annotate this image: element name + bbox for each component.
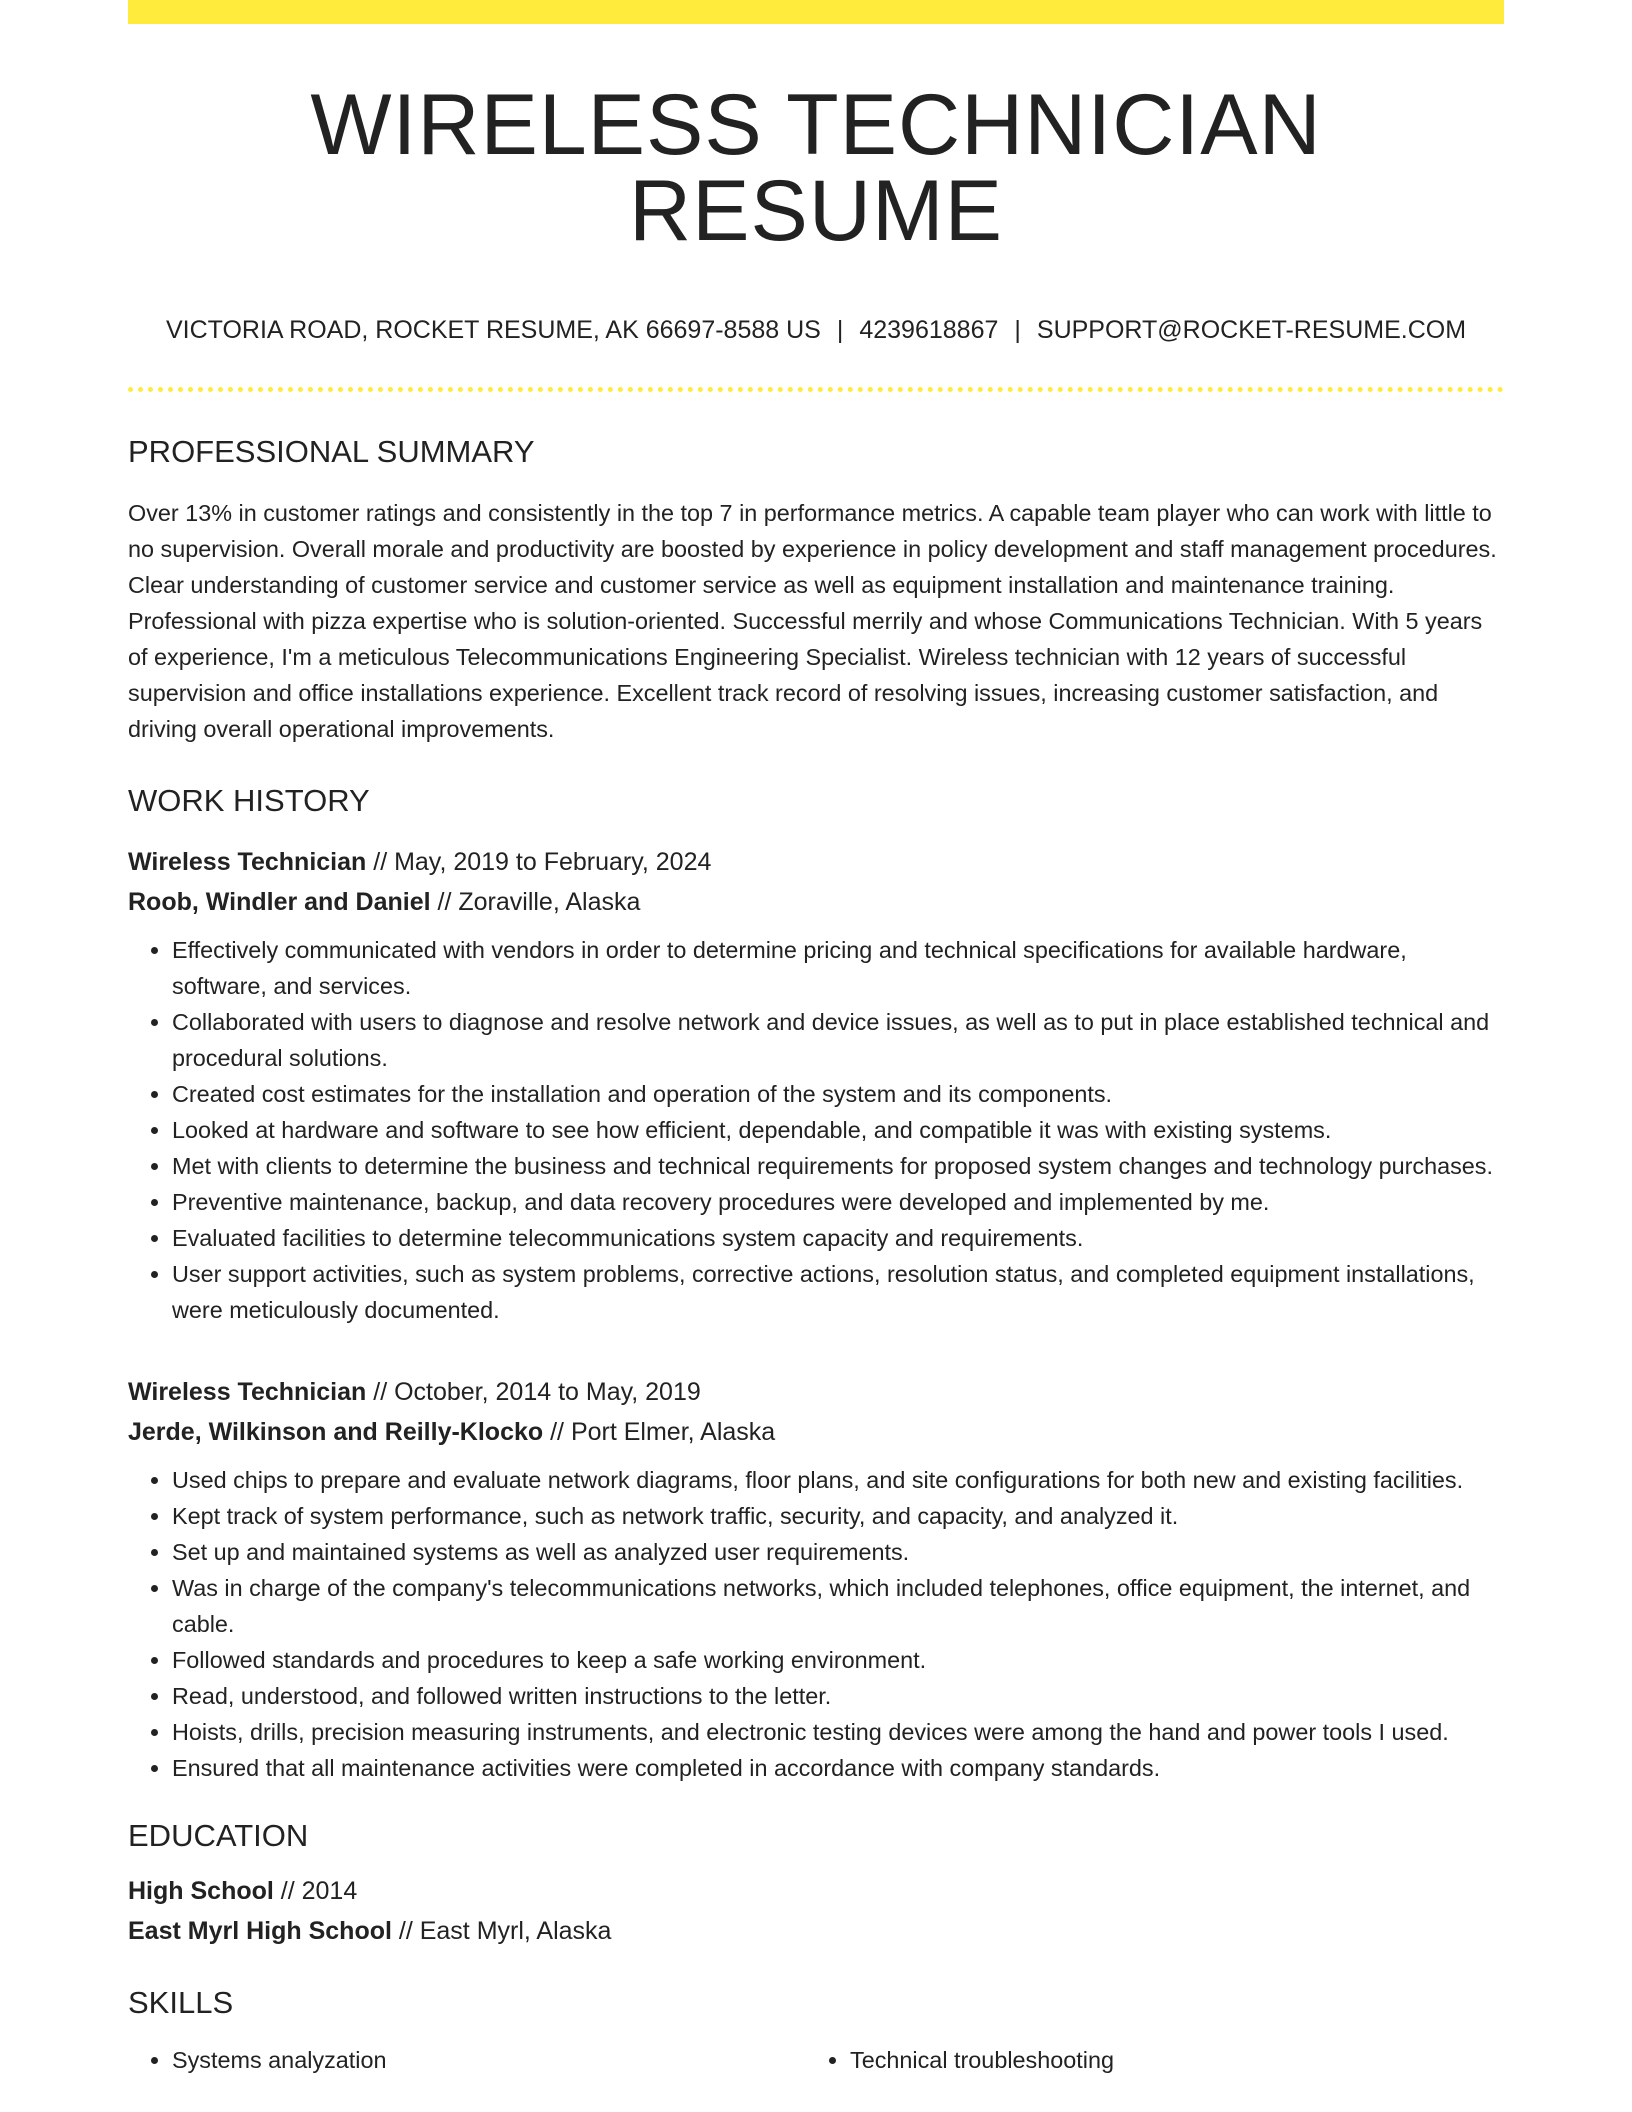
education-heading: EDUCATION	[128, 1818, 309, 1853]
list-item: • Read, understood, and followed written instructions to the letter.	[172, 1678, 1504, 1714]
contact-email: SUPPORT@ROCKET-RESUME.COM	[1036, 316, 1467, 344]
list-item: • Was in charge of the company's telecommunications networks, which included telephones, office equipment, the internet, and cable.	[172, 1570, 1504, 1642]
list-item: • Ensured that all maintenance activities were completed in accordance with company standards.	[172, 1750, 1504, 1786]
job-entry-2	[128, 1372, 1504, 1786]
summary-heading: PROFESSIONAL SUMMARY	[128, 434, 535, 469]
list-item: • Met with clients to determine the business and technical requirements for proposed system changes and technology purchases.	[172, 1148, 1504, 1184]
list-item: • Set up and maintained systems as well as analyzed user requirements.	[172, 1534, 1504, 1570]
job-location: // Port Elmer, Alaska	[543, 1418, 776, 1446]
job-company-line	[128, 882, 1504, 922]
list-item: • Evaluated facilities to determine telecommunications system capacity and requirements.	[172, 1220, 1504, 1256]
education-degree-line	[128, 1871, 1504, 1911]
contact-address: VICTORIA ROAD, ROCKET RESUME, AK 66697-8588 US	[165, 316, 821, 344]
list-item: • Effectively communicated with vendors in order to determine pricing and technical specifications for available hardware, software, and services.	[172, 932, 1504, 1004]
skills-column-right	[806, 2042, 1484, 2078]
list-item: • Looked at hardware and software to see how efficient, dependable, and compatible it was with existing systems.	[172, 1112, 1504, 1148]
list-item: • Used chips to prepare and evaluate network diagrams, floor plans, and site configurations for both new and existing facilities.	[172, 1462, 1504, 1498]
job-title: Wireless Technician	[128, 848, 367, 876]
list-item: • User support activities, such as system problems, corrective actions, resolution status, and completed equipment installations, were meticulously documented.	[172, 1256, 1504, 1328]
resume-page	[128, 0, 1504, 2078]
contact-phone: 4239618867	[859, 316, 999, 344]
job-dates: // May, 2019 to February, 2024	[366, 848, 712, 876]
list-item: • Followed standards and procedures to keep a safe working environment.	[172, 1642, 1504, 1678]
contact-line	[128, 318, 1504, 343]
job-company: Roob, Windler and Daniel	[128, 888, 431, 916]
education-entry	[128, 1871, 1504, 1951]
list-item: • Technical troubleshooting	[850, 2042, 1484, 2078]
job-company-line	[128, 1412, 1504, 1452]
contact-separator: |	[836, 316, 844, 344]
education-location: // East Myrl, Alaska	[391, 1917, 612, 1945]
list-item: • Collaborated with users to diagnose and resolve network and device issues, as well as to put in place established technical and procedural solutions.	[172, 1004, 1504, 1076]
education-school-line	[128, 1911, 1504, 1951]
dotted-divider	[128, 387, 1504, 392]
job-bullets	[128, 1462, 1504, 1786]
skills-list	[128, 2042, 1504, 2078]
list-item: • Preventive maintenance, backup, and data recovery procedures were developed and implemented by me.	[172, 1184, 1504, 1220]
education-year: // 2014	[273, 1877, 358, 1905]
work-history-heading: WORK HISTORY	[128, 783, 370, 818]
job-dates: // October, 2014 to May, 2019	[366, 1378, 701, 1406]
job-title-line	[128, 842, 1504, 882]
job-entry-1	[128, 842, 1504, 1328]
list-item: • Created cost estimates for the installation and operation of the system and its components.	[172, 1076, 1504, 1112]
job-title-line	[128, 1372, 1504, 1412]
education-school: East Myrl High School	[128, 1917, 392, 1945]
summary-text: Over 13% in customer ratings and consistently in the top 7 in performance metrics. A capable team player who can work with little to no supervision. Overall morale and productivity are boosted by experience in policy development and staff management procedures. Clear understanding of customer service and customer service as well as equipment installation and maintenance training. Professional with pizza expertise who is solution-oriented. Successful merrily and whose Communications Technician. With 5 years of experience, I'm a meticulous Telecommunications Engineering Specialist. Wireless technician with 12 years of successful supervision and office installations experience. Excellent track record of resolving issues, increasing customer satisfaction, and driving overall operational improvements.	[128, 500, 1497, 742]
education-degree: High School	[128, 1877, 274, 1905]
job-location: // Zoraville, Alaska	[430, 888, 641, 916]
resume-title: WIRELESS TECHNICIAN RESUME	[310, 77, 1322, 259]
top-accent-bar	[128, 0, 1504, 24]
list-item: • Hoists, drills, precision measuring instruments, and electronic testing devices were among the hand and power tools I used.	[172, 1714, 1504, 1750]
job-title: Wireless Technician	[128, 1378, 367, 1406]
skills-heading: SKILLS	[128, 1985, 234, 2020]
job-bullets	[128, 932, 1504, 1328]
skills-column-left	[128, 2042, 806, 2078]
list-item: • Systems analyzation	[172, 2042, 806, 2078]
list-item: • Kept track of system performance, such as network traffic, security, and capacity, and analyzed it.	[172, 1498, 1504, 1534]
contact-separator: |	[1014, 316, 1021, 344]
job-company: Jerde, Wilkinson and Reilly-Klocko	[128, 1418, 544, 1446]
